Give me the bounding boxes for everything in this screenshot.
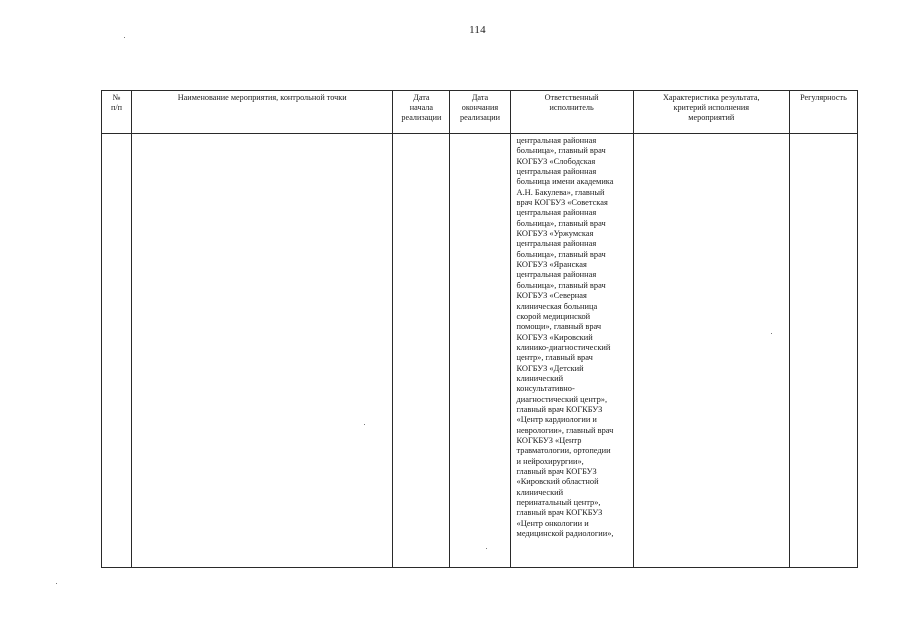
cell-responsible	[510, 134, 633, 568]
text-line: больница», главный врач	[516, 280, 606, 290]
scan-speck	[56, 583, 57, 584]
text-line: центральная районная	[516, 208, 597, 218]
text-line: КОГБУЗ «Северная	[516, 291, 587, 301]
text-line: центральная районная	[516, 239, 597, 249]
text-line: больница имени академика	[516, 177, 614, 187]
text-line: больница», главный врач	[516, 249, 606, 259]
header-start-date	[393, 91, 450, 134]
table-row	[102, 134, 858, 568]
text-line: Наименование мероприятия, контрольной точки	[177, 93, 347, 102]
text-line: скорой медицинской	[516, 311, 591, 321]
text-line: №	[112, 93, 121, 102]
scan-speck	[771, 333, 772, 334]
text-line: и нейрохирургии»,	[516, 456, 584, 466]
text-line: реализации	[401, 113, 442, 122]
text-line: КОГБУЗ «Слободская	[516, 156, 596, 166]
text-line: начала	[409, 103, 434, 112]
text-line: критерий исполнения	[673, 103, 750, 112]
cell-characteristic	[633, 134, 789, 568]
text-line: центральная районная	[516, 270, 597, 280]
responsible-text	[511, 134, 633, 539]
text-line: консультативно-	[516, 384, 575, 394]
text-line: Дата	[413, 93, 430, 102]
cell-end-date	[450, 134, 510, 568]
header-characteristic	[633, 91, 789, 134]
scan-speck	[124, 37, 125, 38]
activities-table	[101, 90, 858, 568]
text-line: перинатальный центр»,	[516, 498, 601, 508]
text-line: центральная районная	[516, 136, 597, 145]
text-line: А.Н. Бакулева», главный	[516, 187, 605, 197]
text-line: центр», главный врач	[516, 353, 593, 363]
text-line: исполнитель	[549, 103, 594, 112]
text-line: «Центр онкологии и	[516, 518, 589, 528]
text-line: травматологии, ортопедии	[516, 446, 611, 456]
header-regularity	[789, 91, 857, 134]
text-line: КОГБУЗ «Кировский	[516, 332, 593, 342]
text-line: неврологии», главный врач	[516, 425, 614, 435]
text-line: «Центр кардиологии и	[516, 415, 597, 425]
cell-start-date	[393, 134, 450, 568]
text-line: Ответственный	[544, 93, 599, 102]
text-line: мероприятий	[688, 113, 735, 122]
scan-speck	[364, 424, 365, 425]
text-line: главный врач КОГКБУЗ	[516, 404, 603, 414]
text-line: КОГКБУЗ «Центр	[516, 435, 582, 445]
header-end-date	[450, 91, 510, 134]
text-line: окончания	[461, 103, 499, 112]
text-line: Регулярность	[800, 93, 847, 102]
cell-regularity	[789, 134, 857, 568]
text-line: центральная районная	[516, 167, 597, 177]
text-line: врач КОГБУЗ «Советская	[516, 198, 608, 208]
text-line: главный врач КОГКБУЗ	[516, 508, 603, 518]
cell-num	[102, 134, 132, 568]
text-line: Характеристика результата,	[662, 93, 760, 102]
header-name	[132, 91, 393, 134]
cell-name	[132, 134, 393, 568]
text-line: КОГБУЗ «Детский	[516, 363, 584, 373]
text-line: клинический	[516, 487, 564, 497]
text-line: КОГБУЗ «Уржумская	[516, 229, 594, 239]
text-line: клинико-диагностический	[516, 342, 611, 352]
text-line: Дата	[471, 93, 489, 102]
text-line: КОГБУЗ «Яранская	[516, 260, 587, 270]
text-line: «Кировский областной	[516, 477, 599, 487]
table-header-row	[102, 91, 858, 134]
scan-speck	[486, 548, 487, 549]
text-line: медицинской радиологии»,	[516, 529, 614, 539]
text-line: клиническая больница	[516, 301, 598, 311]
text-line: главный врач КОГБУЗ	[516, 467, 597, 476]
header-responsible	[510, 91, 633, 134]
text-line: диагностический центр»,	[516, 394, 608, 404]
text-line: больница», главный врач	[516, 146, 606, 156]
text-line: больница», главный врач	[516, 218, 606, 228]
text-line: п/п	[110, 103, 123, 112]
text-line: помощи», главный врач	[516, 322, 602, 332]
header-num	[102, 91, 132, 134]
text-line: клинический	[516, 373, 564, 383]
page-number: 114	[469, 24, 486, 36]
text-line: реализации	[459, 113, 500, 122]
